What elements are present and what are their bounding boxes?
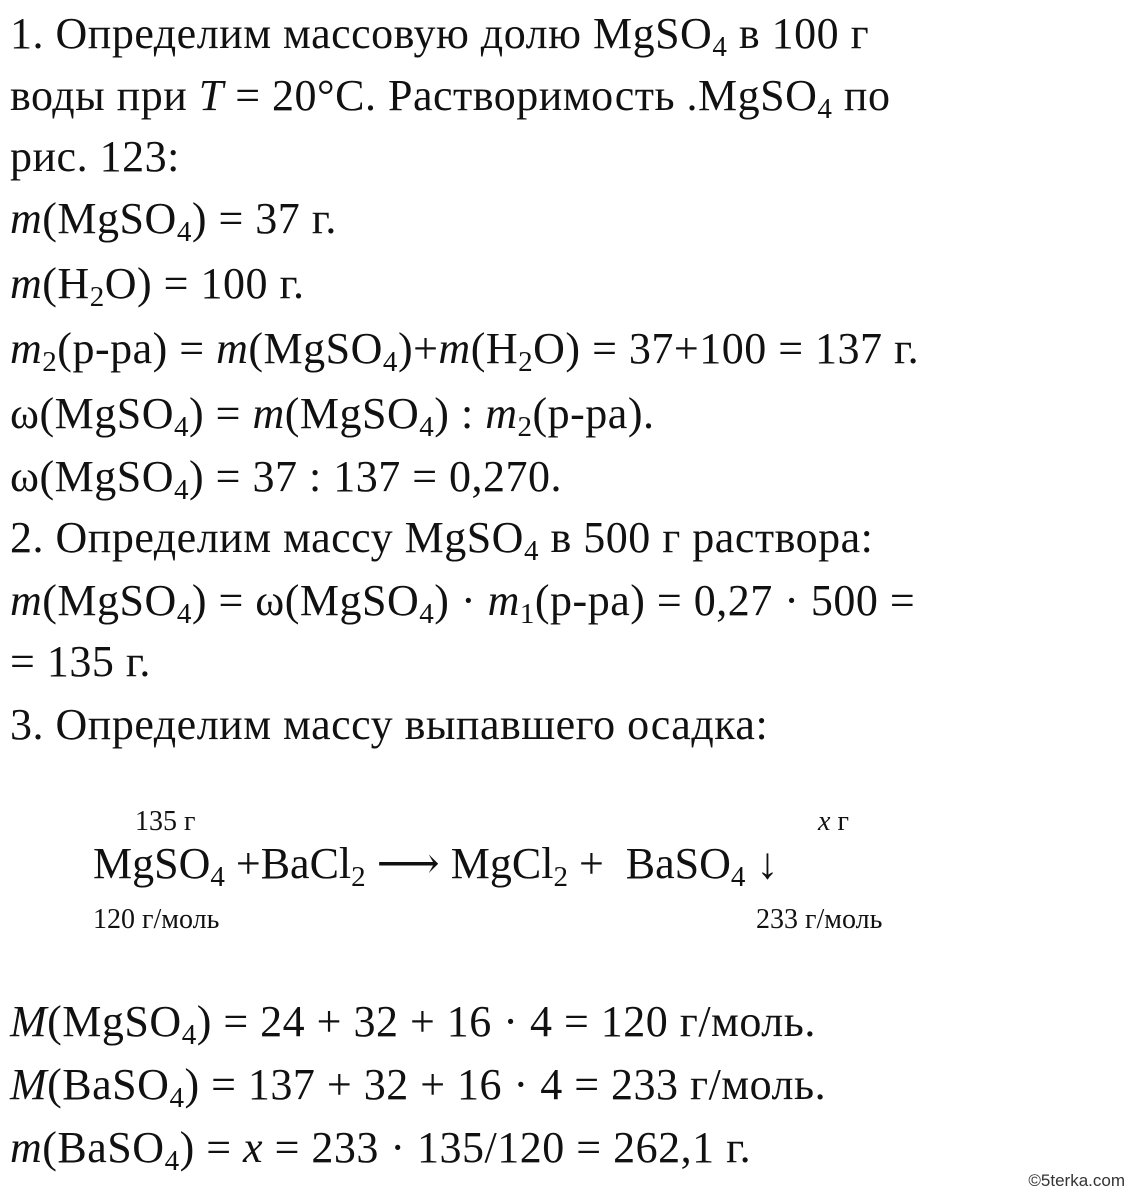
text: (MgSO: [42, 194, 177, 243]
subscript: 2: [518, 346, 534, 379]
step1-text-end: в 100 г: [727, 9, 870, 58]
mass-symbol: m: [252, 389, 285, 438]
product-mgcl2: MgCl: [450, 839, 554, 888]
text: 2. Определим массу MgSO: [10, 513, 524, 562]
reaction-arrow-icon: ⟶: [365, 839, 451, 888]
line-molar-mass-mgso4: [10, 997, 816, 1052]
text: (р-ра) =: [57, 324, 217, 373]
mass-symbol: m: [216, 324, 249, 373]
text: (BaSO: [42, 1123, 165, 1172]
line-molar-mass-baso4: [10, 1060, 827, 1115]
text: ω(MgSO: [10, 452, 174, 501]
mass-symbol: m: [10, 194, 43, 243]
text: (р-ра).: [532, 389, 655, 438]
equation-formula: [93, 838, 779, 894]
subscript: 4: [712, 31, 728, 64]
mass-symbol: m: [10, 324, 43, 373]
molar-mass-below-mgso4: 120 г/моль: [93, 904, 220, 935]
text: = 233 · 135/120 = 262,1 г.: [263, 1123, 752, 1172]
text: )+: [397, 324, 439, 373]
subscript: 4: [210, 861, 225, 894]
text: (MgSO: [248, 324, 383, 373]
text: O) = 100 г.: [104, 259, 305, 308]
precipitate-arrow-icon: ↓: [745, 839, 779, 888]
text: (MgSO: [284, 389, 420, 438]
line-mass-solution: [10, 324, 920, 379]
subscript: 4: [419, 598, 435, 631]
line-mass-baso4: [10, 1123, 752, 1178]
line-step2-title: [10, 513, 874, 568]
text: рис. 123:: [10, 132, 180, 181]
text: ) = ω(MgSO: [191, 576, 420, 625]
text: ) :: [434, 389, 486, 438]
text: (р-ра) = 0,27 · 500 =: [534, 576, 916, 625]
text: 3. Определим массу выпавшего осадка:: [10, 700, 769, 749]
subscript: 1: [519, 598, 535, 631]
line-conditions: [10, 71, 891, 126]
mass-symbol: m: [10, 576, 43, 625]
subscript: 4: [382, 346, 398, 379]
mass-above-mgso4: 135 г: [135, 806, 196, 837]
line-step3-title: [10, 700, 769, 749]
text: ) = 24 + 32 + 16 · 4 = 120 г/моль.: [196, 997, 816, 1046]
text: = 135 г.: [10, 637, 151, 686]
mass-symbol: m: [438, 324, 471, 373]
subscript: 4: [419, 411, 435, 444]
text: ) = 137 + 32 + 16 · 4 = 233 г/моль.: [184, 1060, 827, 1109]
subscript: 4: [176, 216, 192, 249]
step1-text: 1. Определим массовую долю MgSO: [10, 9, 713, 58]
line-step1-title: [10, 9, 870, 64]
mass-above-baso4: [818, 806, 849, 838]
subscript: 4: [523, 535, 539, 568]
product-baso4: BaSO: [625, 839, 731, 888]
molar-mass-symbol: M: [10, 997, 48, 1046]
molar-mass-below-baso4: 233 г/моль: [756, 904, 883, 935]
text: ) ·: [434, 576, 488, 625]
subscript: 4: [169, 1082, 185, 1115]
subscript: 4: [730, 861, 746, 894]
temperature-symbol: T: [198, 71, 224, 120]
text: в 500 г раствора:: [538, 513, 874, 562]
mass-symbol: m: [487, 576, 520, 625]
text: (H: [470, 324, 519, 373]
subscript: 4: [173, 411, 189, 444]
text: (MgSO: [47, 997, 182, 1046]
unknown-x: x: [243, 1123, 264, 1172]
subscript: 4: [176, 598, 192, 631]
text: г: [830, 806, 849, 837]
text: ) = 37 г.: [191, 194, 337, 243]
line-mass-mgso4: [10, 194, 337, 249]
subscript: 2: [89, 281, 105, 314]
molar-mass-symbol: M: [10, 1060, 48, 1109]
reactant-bacl2: +BaCl: [224, 839, 352, 888]
mass-symbol: m: [485, 389, 518, 438]
text: O) = 37+100 = 137 г.: [533, 324, 920, 373]
line-omega-formula: [10, 389, 655, 444]
text: воды при: [10, 71, 199, 120]
subscript: 4: [817, 93, 833, 126]
text: (MgSO: [42, 576, 177, 625]
mass-symbol: m: [10, 259, 43, 308]
subscript: 2: [517, 411, 533, 444]
subscript: 4: [181, 1019, 197, 1052]
line-figure-ref: [10, 132, 180, 181]
line-omega-value: [10, 452, 563, 507]
text: ) = 37 : 137 = 0,270.: [189, 452, 563, 501]
line-mass-calc: [10, 576, 916, 631]
text: ω(MgSO: [10, 389, 174, 438]
subscript: 2: [553, 861, 568, 894]
mass-symbol: m: [10, 1123, 43, 1172]
plus: +: [567, 839, 626, 888]
text: ) =: [179, 1123, 244, 1172]
text: = 20°С. Растворимость .MgSO: [223, 71, 818, 120]
subscript: 2: [351, 861, 366, 894]
text: по: [832, 71, 891, 120]
subscript: 4: [164, 1145, 180, 1178]
watermark: ©5terka.com: [1028, 1171, 1125, 1190]
text: (BaSO: [47, 1060, 170, 1109]
reactant-mgso4: MgSO: [93, 839, 211, 888]
line-mass-water: [10, 259, 305, 314]
line-mass-result: [10, 637, 151, 686]
text: ) =: [189, 389, 253, 438]
unknown-x: x: [818, 806, 831, 837]
subscript: 4: [173, 474, 189, 507]
text: (H: [42, 259, 90, 308]
subscript: 2: [42, 346, 58, 379]
